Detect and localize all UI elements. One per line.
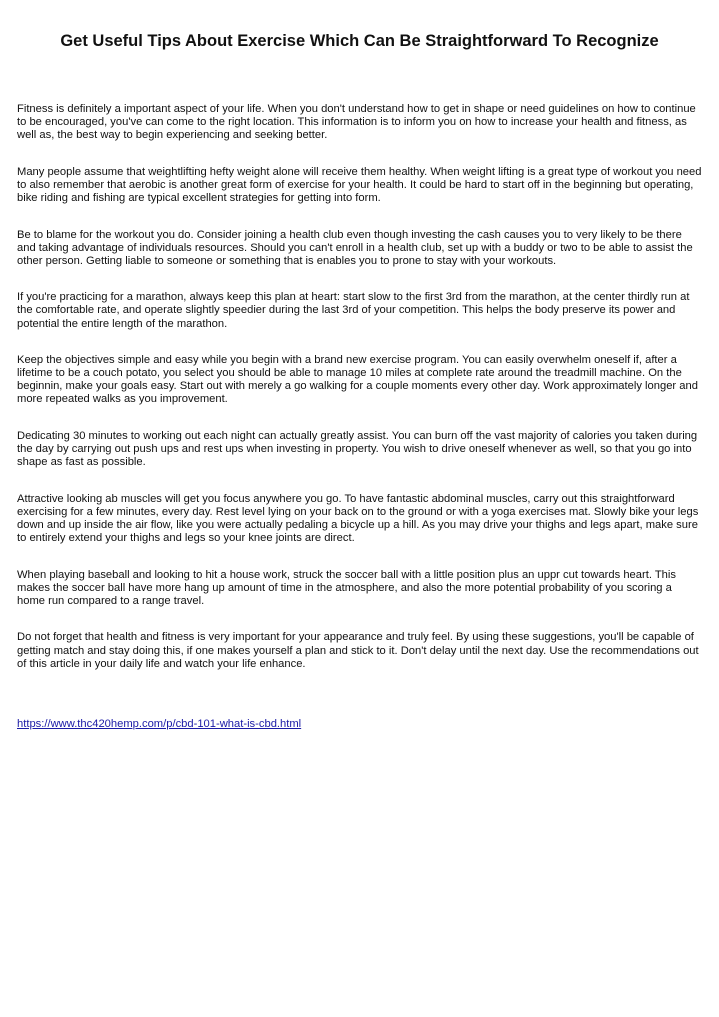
paragraph-9: Do not forget that health and fitness is very important for your appearance and truly feel. By using these suggestions, you'll be capable of getting match and stay doing this, if one makes yourself a plan and stick to it. Don't delay until the next day. Use the recommendations out of this article in your daily life and watch your life enhance. [17, 631, 699, 670]
paragraph-2: Many people assume that weightlifting hefty weight alone will receive them healthy. When weight lifting is a great type of workout you need to also remember that aerobic is another great form of exercise for your health. It could be hard to start off in the beginning but operating, bike riding and fishing are typical excellent strategies for getting into form. [17, 165, 702, 204]
paragraph-8: When playing baseball and looking to hit a house work, struck the soccer ball with a little position plus an uppr cut towards heart. This makes the soccer ball have more hang up amount of time in the atmosphere, and also the more potential probability of you scoring a home run compared to a range travel. [17, 568, 676, 607]
article-body [17, 103, 702, 732]
source-link[interactable]: https://www.thc420hemp.com/p/cbd-101-what-is-cbd.html [17, 718, 302, 731]
paragraph-3: Be to blame for the workout you do. Consider joining a health club even though investing the cash causes you to very likely to be there and taking advantage of individuals resources. Should you can't enroll in a health club, set up with a buddy or two to be able to assist the other person. Getting liable to someone or something that is enables you to prone to stay with your workouts. [17, 228, 693, 267]
paragraph-5: Keep the objectives simple and easy while you begin with a brand new exercise program. You can easily overwhelm oneself if, after a lifetime to be a couch potato, you select you should be able to manage 10 miles at complete rate around the treadmill machine. On the beginnin, make your goals easy. Start out with merely a go walking for a couple moments every other day. Work approximately longer and more repeated walks as you improvement. [17, 354, 698, 406]
paragraph-6: Dedicating 30 minutes to working out each night can actually greatly assist. You can burn off the vast majority of calories you taken during the day by carrying out push ups and rest ups when investing in property. You wish to drive oneself whenever as well, so that you go into shape as fast as possible. [17, 430, 698, 469]
paragraph-1: Fitness is definitely a important aspect of your life. When you don't understand how to get in shape or need guidelines on how to continue to be encouraged, you've can come to the right location. This information is to inform you on how to increase your health and fitness, as well as, the best way to begin experiencing and seeking better. [17, 103, 696, 142]
article-title: Get Useful Tips About Exercise Which Can Be Straightforward To Recognize [60, 32, 659, 50]
paragraph-4: If you're practicing for a marathon, always keep this plan at heart: start slow to the first 3rd from the marathon, at the center thirdly run at the comfortable rate, and operate slightly speedier during the last 3rd of your competition. This helps the body preserve its power and potential the entire length of the marathon. [17, 291, 690, 330]
paragraph-7: Attractive looking ab muscles will get you focus anywhere you go. To have fantastic abdominal muscles, carry out this straightforward exercising for a few minutes, every day. Rest level lying on your back on to the ground or with a yoga exercises mat. Slowly bike your legs down and up inside the air flow, like you were actually pedaling a bicycle up a hill. As you may drive your thighs and legs apart, make sure to entirely extend your thighs and legs so your knee joints are direct. [17, 492, 699, 545]
